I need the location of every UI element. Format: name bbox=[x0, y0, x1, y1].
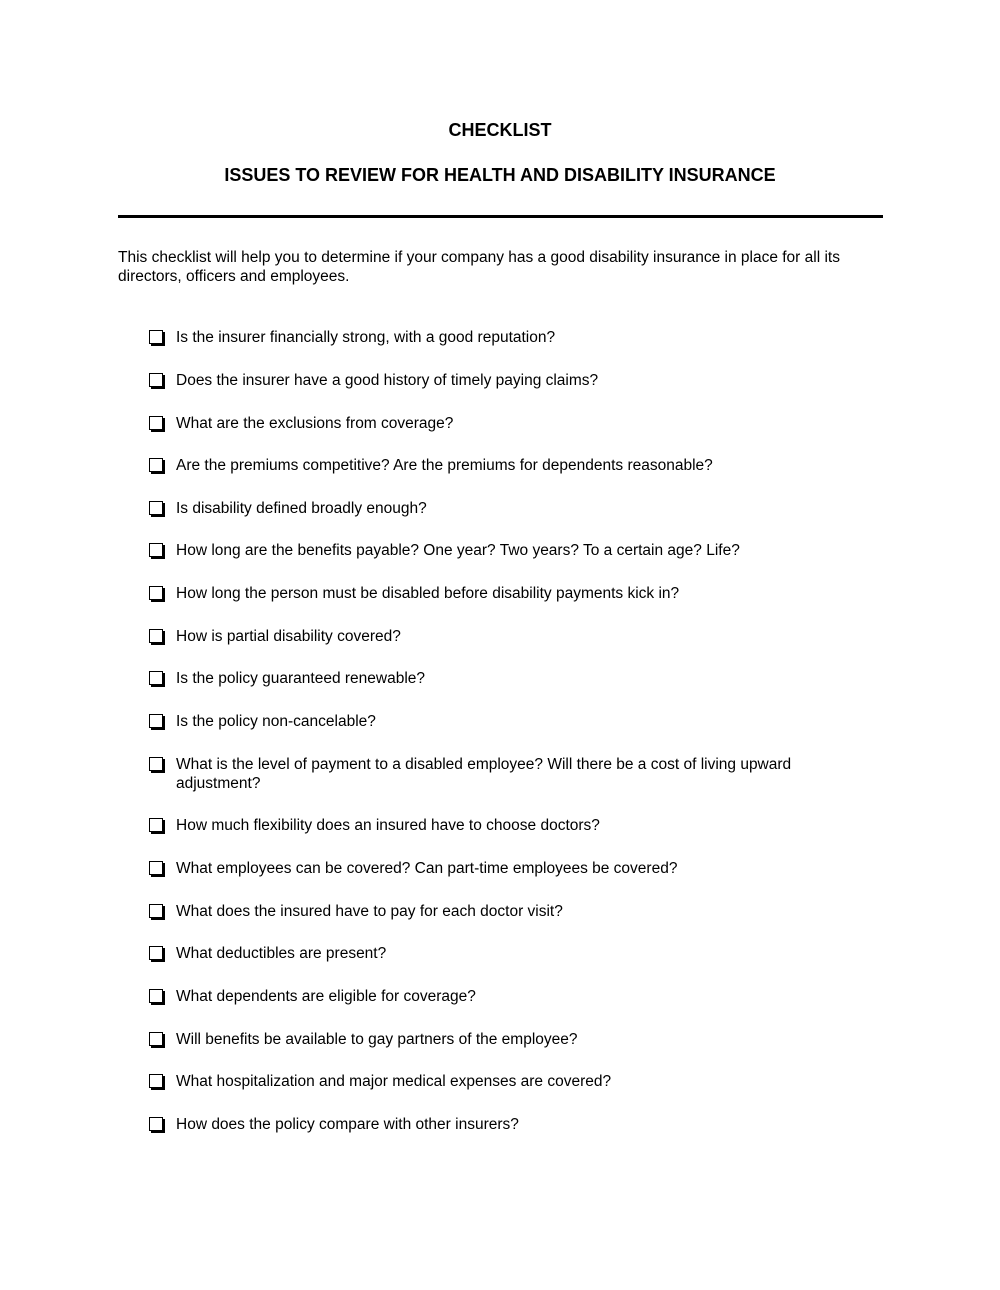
checkbox[interactable] bbox=[149, 629, 163, 643]
checklist-item-text: What dependents are eligible for coverage? bbox=[176, 988, 476, 1005]
checklist-item-text: What are the exclusions from coverage? bbox=[176, 415, 454, 432]
checkbox[interactable] bbox=[149, 416, 163, 430]
title-divider bbox=[118, 215, 883, 218]
checklist-item bbox=[147, 712, 847, 731]
checkbox[interactable] bbox=[149, 818, 163, 832]
checklist-item-text: What does the insured have to pay for each doctor visit? bbox=[176, 903, 563, 920]
checkbox[interactable] bbox=[149, 1074, 163, 1088]
checkbox[interactable] bbox=[149, 458, 163, 472]
checklist-item bbox=[147, 1072, 847, 1091]
checkbox[interactable] bbox=[149, 861, 163, 875]
checkbox[interactable] bbox=[149, 330, 163, 344]
checklist-item bbox=[147, 584, 847, 603]
checkbox[interactable] bbox=[149, 501, 163, 515]
checklist-item bbox=[147, 902, 847, 921]
checklist-item-text: What deductibles are present? bbox=[176, 945, 387, 962]
checklist-item-text: How is partial disability covered? bbox=[176, 628, 401, 645]
checkbox[interactable] bbox=[149, 373, 163, 387]
checklist-item-text: What is the level of payment to a disabled employee? Will there be a cost of living upward adjustment? bbox=[176, 756, 792, 792]
checklist-item-text: Is the policy non-cancelable? bbox=[176, 713, 376, 730]
checkbox[interactable] bbox=[149, 989, 163, 1003]
checkbox[interactable] bbox=[149, 714, 163, 728]
checklist-item-text: Is the insurer financially strong, with a good reputation? bbox=[176, 329, 556, 346]
checkbox[interactable] bbox=[149, 671, 163, 685]
checklist-item-text: Is the policy guaranteed renewable? bbox=[176, 670, 426, 687]
document-subtitle: ISSUES TO REVIEW FOR HEALTH AND DISABILITY INSURANCE bbox=[224, 165, 776, 185]
checklist-item-text: How long the person must be disabled before disability payments kick in? bbox=[176, 585, 680, 602]
checklist-item-text: Are the premiums competitive? Are the premiums for dependents reasonable? bbox=[176, 457, 713, 474]
document-title: CHECKLIST bbox=[448, 120, 552, 140]
checkbox[interactable] bbox=[149, 904, 163, 918]
checklist-item-text: What hospitalization and major medical expenses are covered? bbox=[176, 1073, 612, 1090]
checklist-item bbox=[147, 987, 847, 1006]
checklist-item bbox=[147, 1115, 847, 1134]
checklist-item bbox=[147, 371, 847, 390]
checklist-item bbox=[147, 414, 847, 433]
checklist-item bbox=[147, 328, 847, 347]
checkbox[interactable] bbox=[149, 586, 163, 600]
checklist-item bbox=[147, 944, 847, 963]
checklist-item-text: Will benefits be available to gay partners of the employee? bbox=[176, 1031, 578, 1048]
checklist-item bbox=[147, 456, 847, 475]
checklist-item-text: Is disability defined broadly enough? bbox=[176, 500, 427, 517]
checklist-item-text: How much flexibility does an insured have to choose doctors? bbox=[176, 817, 600, 834]
checkbox[interactable] bbox=[149, 1117, 163, 1131]
checklist-item bbox=[147, 1030, 847, 1049]
checkbox[interactable] bbox=[149, 1032, 163, 1046]
checklist-item bbox=[147, 816, 847, 835]
checklist-item bbox=[147, 627, 847, 646]
checklist-item bbox=[147, 669, 847, 688]
checklist-item bbox=[147, 755, 847, 793]
checklist-item-text: What employees can be covered? Can part-time employees be covered? bbox=[176, 860, 678, 877]
checklist-item-text: How long are the benefits payable? One year? Two years? To a certain age? Life? bbox=[176, 542, 740, 559]
checkbox[interactable] bbox=[149, 757, 163, 771]
intro-paragraph: This checklist will help you to determine if your company has a good disability insurance in place for all its directors, officers and employees. bbox=[118, 249, 840, 285]
checklist-item-text: How does the policy compare with other insurers? bbox=[176, 1116, 519, 1133]
checklist-item bbox=[147, 859, 847, 878]
checkbox[interactable] bbox=[149, 543, 163, 557]
checklist-item bbox=[147, 499, 847, 518]
checkbox[interactable] bbox=[149, 946, 163, 960]
checklist-item bbox=[147, 541, 847, 560]
checklist-item-text: Does the insurer have a good history of timely paying claims? bbox=[176, 372, 599, 389]
